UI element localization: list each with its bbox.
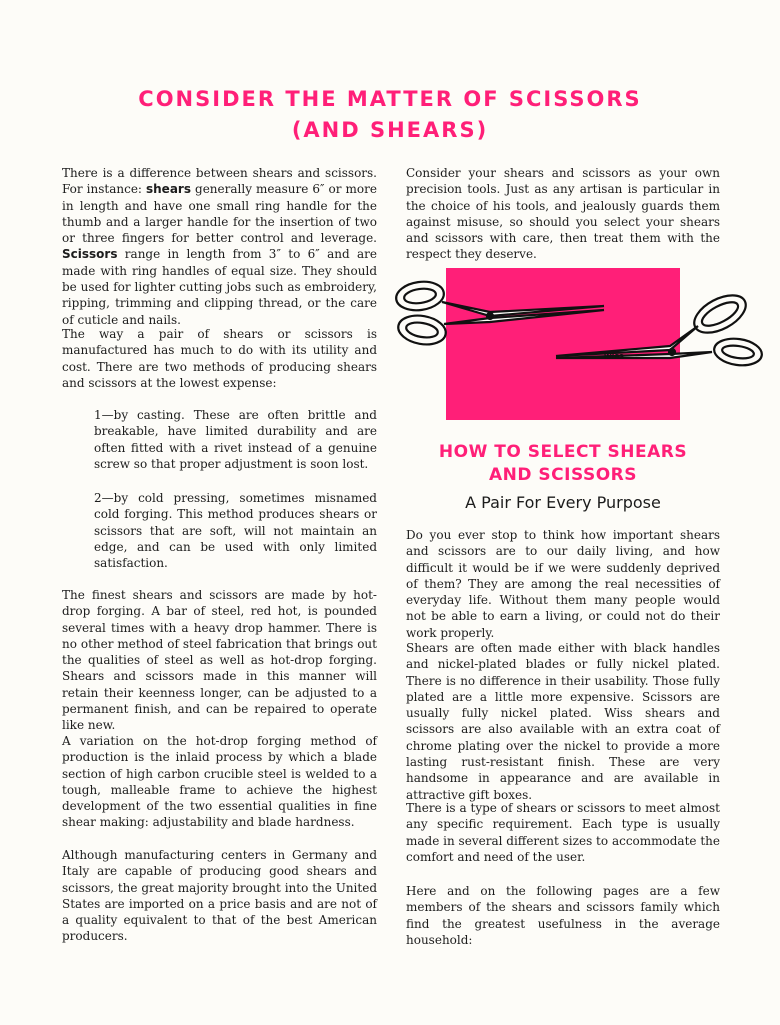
left-paragraph-6: A variation on the hot-drop forging method of production is the inlaid process by which a blade section of high carbon crucible steel is welded to a tough, malleable frame to achieve the highest development of the two essential qualities in fine shear making: adjustability and blade hardness. <box>62 734 377 830</box>
left-paragraph-7: Although manufacturing centers in Germany and Italy are capable of producing good shears and scissors, the great majority brought into the United States are imported on a price basis and are not of a quality equivalent to that of the best American producers. <box>62 848 377 944</box>
pink-panel <box>446 268 680 420</box>
right-paragraph-2: Do you ever stop to think how important shears and scissors are to our daily living, and how difficult it would be if we were suddenly deprived of them? They are among the real necessities of everyday life. Without them many people would not be able to earn a living, or could not do their work properly. <box>406 528 720 640</box>
right-paragraph-3: Shears are often made either with black handles and nickel-plated blades or fully nickel plated. There is no difference in their usability. Those fully plated are a little more expensive. Scissors are usually fully nickel plated. Wiss shears and scissors are also available with an extra coat of chrome plating over the nickel to provide a more lasting rust-resistant finish. These are very handsome in appearance and are available in attractive gift boxes. <box>406 641 720 802</box>
page-title <box>0 84 780 146</box>
right-paragraph-5: Here and on the following pages are a few members of the shears and scissors family which find the greatest usefulness in the average household: <box>406 884 720 947</box>
title-line-1: CONSIDER THE MATTER OF SCISSORS <box>138 87 642 111</box>
method-casting: 1—by casting. These are often brittle and breakable, have limited durability and are often fitted with a rivet instead of a genuine screw so that proper adjustment is soon lost. <box>94 408 377 471</box>
scissors-illustration <box>390 266 766 422</box>
method-cold-pressing: 2—by cold pressing, sometimes misnamed cold forging. This method produces shears or scissors that are soft, will not maintain an edge, and can be used with only limited satisfaction. <box>94 491 377 571</box>
left-paragraph-1: There is a difference between shears and scissors. For instance: shears generally measure 6″ or more in length and have one small ring handle for the thumb and a larger handle for the insertion of two or three fingers for better control and leverage. Scissors range in length from 3″ to 6″ and are made with ring handles of equal size. They should be used for lighter cutting jobs such as embroidery, ripping, trimming and clipping thread, or the care of cuticle and nails. <box>62 166 377 327</box>
left-paragraph-2: The way a pair of shears or scissors is manufactured has much to do with its utility and cost. There are two methods of producing shears and scissors at the lowest expense: <box>62 327 377 390</box>
keyword-scissors: Scissors <box>62 247 118 262</box>
keyword-shears: shears <box>146 182 191 197</box>
right-paragraph-1: Consider your shears and scissors as your own precision tools. Just as any artisan is particular in the choice of his tools, and jealously guards them against misuse, so should you select your shears and scissors with care, then treat them with the respect they deserve. <box>406 166 720 262</box>
section-subheading: A Pair For Every Purpose <box>465 493 661 512</box>
right-paragraph-4: There is a type of shears or scissors to meet almost any specific requirement. Each type is usually made in several different sizes to accommodate the comfort and need of the user. <box>406 801 720 864</box>
title-line-2: (AND SHEARS) <box>291 118 489 142</box>
section-heading: HOW TO SELECT SHEARS AND SCISSORS <box>438 442 688 485</box>
left-paragraph-5: The finest shears and scissors are made by hot-drop forging. A bar of steel, red hot, is pounded several times with a heavy drop hammer. There is no other method of steel fabrication that brings out the qualities of steel as well as hot-drop forging. Shears and scissors made in this manner will retain their keenness longer, can be adjusted to a permanent finish, and can be repaired to operate like new. <box>62 588 377 733</box>
blade-imprint: WISS <box>604 353 625 361</box>
